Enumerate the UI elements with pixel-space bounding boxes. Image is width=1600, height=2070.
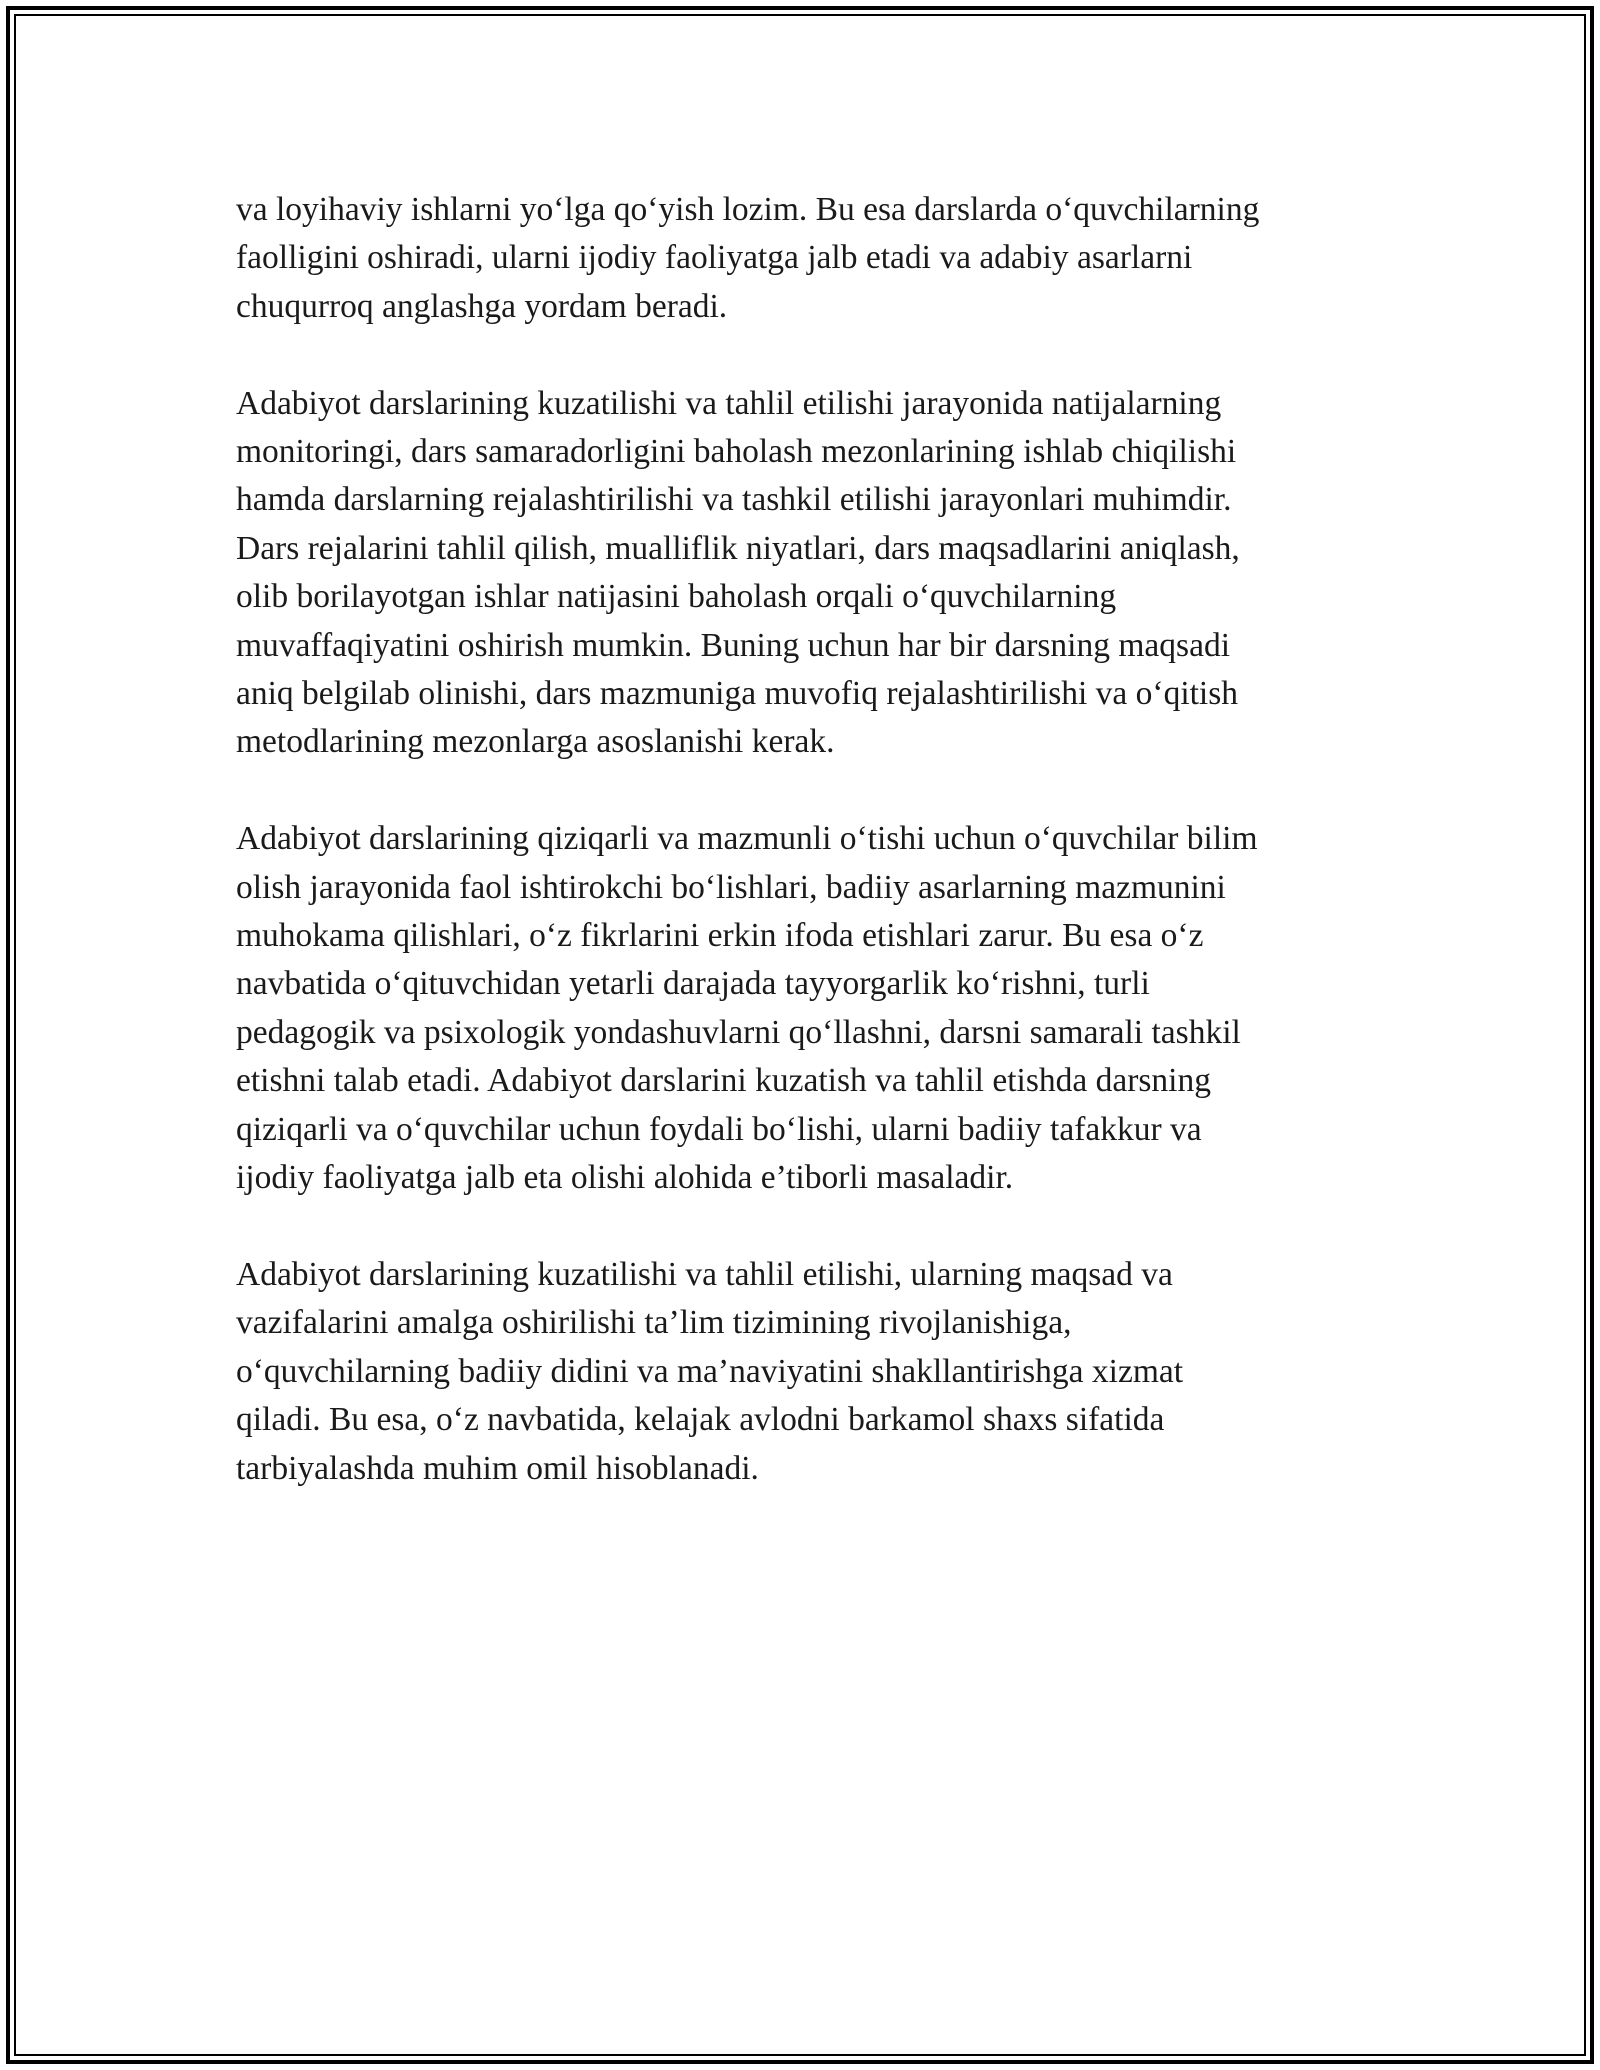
document-body (236, 186, 1366, 1541)
paragraph-4: Adabiyot darslarining kuzatilishi va tahlil etilishi, ularning maqsad va vazifalarini amalga oshirilishi ta’lim tizimining rivojlanishiga, o‘quvchilarning badiiy didini va ma’naviyatini shakllantirishga xizmat qiladi. Bu esa, o‘z navbatida, kelajak avlodni barkamol shaxs sifatida tarbiyalashda muhim omil hisoblanadi. (236, 1255, 1184, 1487)
paragraph-3: Adabiyot darslarining qiziqarli va mazmunli o‘tishi uchun o‘quvchilar bilim olish jarayonida faol ishtirokchi bo‘lishlari, badiiy asarlarning mazmunini muhokama qilishlari, o‘z fikrlarini erkin ifoda etishlari zarur. Bu esa o‘z navbatida o‘qituvchidan yetarli darajada tayyorgarlik ko‘rishni, turli pedagogik va psixologik yondashuvlarni qo‘llashni, darsni samarali tashkil etishni talab etadi. Adabiyot darslarini kuzatish va tahlil etishda darsning qiziqarli va o‘quvchilar uchun foydali bo‘lishi, ularni badiiy tafakkur va ijodiy faoliyatga jalb eta olishi alohida e’tiborli masaladir. (236, 820, 1258, 1197)
paragraph-1: va loyihaviy ishlarni yo‘lga qo‘yish lozim. Bu esa darslarda o‘quvchilarning faolligini oshiradi, ularni ijodiy faoliyatga jalb etadi va adabiy asarlarni chuqurroq anglashga yordam beradi. (236, 191, 1260, 325)
paragraph-2: Adabiyot darslarining kuzatilishi va tahlil etilishi jarayonida natijalarning monitoringi, dars samaradorligini baholash mezonlarining ishlab chiqilishi hamda darslarning rejalashtirilishi va tashkil etilishi jarayonlari muhimdir. Dars rejalarini tahlil qilish, mualliflik niyatlari, dars maqsadlarini aniqlash, olib borilayotgan ishlar natijasini baholash orqali o‘quvchilarning muvaffaqiyatini oshirish mumkin. Buning uchun har bir darsning maqsadi aniq belgilab olinishi, dars mazmuniga muvofiq rejalashtirilishi va o‘qitish metodlarining mezonlarga asoslanishi kerak. (236, 384, 1240, 761)
